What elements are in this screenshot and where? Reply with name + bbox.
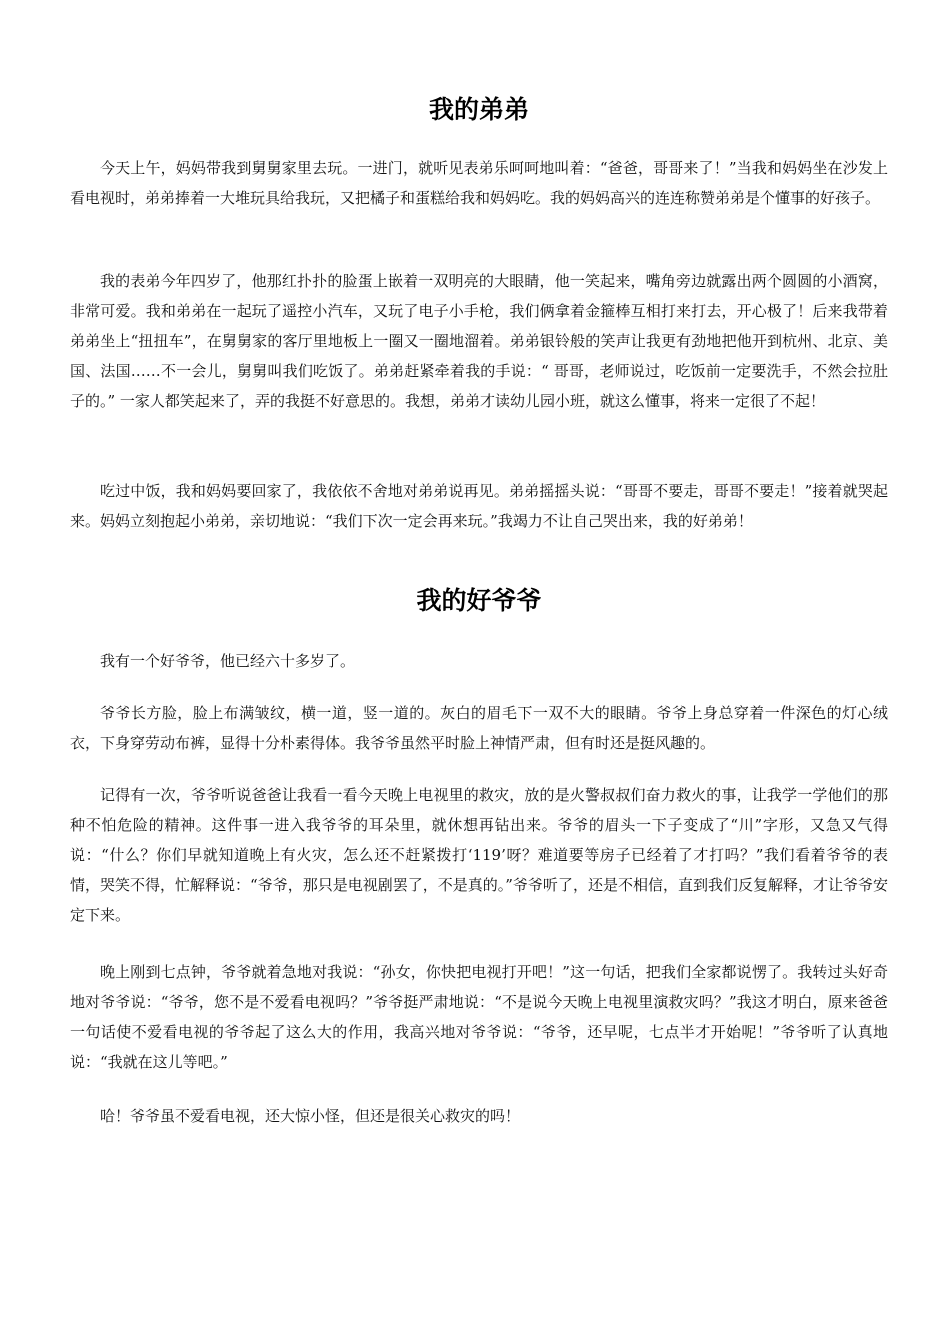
paragraph: 晚上刚到七点钟，爷爷就着急地对我说：“孙女，你快把电视打开吧！”这一句话，把我们全家都说愣了。我转过头好奇地对爷爷说：“爷爷，您不是不爱看电视吗？”爷爷挺严肃地说：“不是说今天晚上电视里演救灾吗？”我这才明白，原来爸爸一句话使不爱看电视的爷爷起了这么大的作用，我高兴地对爷爷说：“爷爷，还早呢，七点半才开始呢！”爷爷听了认真地说：“我就在这儿等吧。” (70, 963, 888, 1071)
essay-title-my-good-grandpa: 我的好爷爷 (416, 586, 542, 615)
essay-title-my-little-brother: 我的弟弟 (428, 95, 529, 124)
paragraph: 我有一个好爷爷，他已经六十多岁了。 (100, 652, 356, 670)
paragraph: 吃过中饭，我和妈妈要回家了，我依依不舍地对弟弟说再见。弟弟摇摇头说：“哥哥不要走，哥哥不要走！”接着就哭起来。妈妈立刻抱起小弟弟，亲切地说：“我们下次一定会再来玩。”我竭力不让自己哭出来，我的好弟弟！ (70, 482, 888, 530)
paragraph: 哈！爷爷虽不爱看电视，还大惊小怪，但还是很关心救灾的吗！ (100, 1107, 521, 1125)
paragraph: 爷爷长方脸，脸上布满皱纹，横一道，竖一道的。灰白的眉毛下一双不大的眼睛。爷爷上身总穿着一件深色的灯心绒衣，下身穿劳动布裤，显得十分朴素得体。我爷爷虽然平时脸上神情严肃，但有时还是挺风趣的。 (70, 704, 888, 752)
paragraph: 记得有一次，爷爷听说爸爸让我看一看今天晚上电视里的救灾，放的是火警叔叔们奋力救火的事，让我学一学他们的那种不怕危险的精神。这件事一进入我爷爷的耳朵里，就休想再钻出来。爷爷的眉头一下子变成了“川”字形，又急又气得说：“什么？你们早就知道晚上有火灾，怎么还不赶紧拨打‘119’呀？难道要等房子已经着了才打吗？”我们看着爷爷的表情，哭笑不得，忙解释说：“爷爷，那只是电视剧罢了，不是真的。”爷爷听了，还是不相信，直到我们反复解释，才让爷爷安定下来。 (70, 786, 888, 924)
paragraph: 今天上午，妈妈带我到舅舅家里去玩。一进门，就听见表弟乐呵呵地叫着：“爸爸，哥哥来了！”当我和妈妈坐在沙发上看电视时，弟弟捧着一大堆玩具给我玩，又把橘子和蛋糕给我和妈妈吃。我的妈妈高兴的连连称赞弟弟是个懂事的好孩子。 (70, 159, 888, 207)
paragraph: 我的表弟今年四岁了，他那红扑扑的脸蛋上嵌着一双明亮的大眼睛，他一笑起来，嘴角旁边就露出两个圆圆的小酒窝，非常可爱。我和弟弟在一起玩了遥控小汽车，又玩了电子小手枪，我们俩拿着金箍棒互相打来打去，开心极了！后来我带着弟弟坐上“扭扭车”，在舅舅家的客厅里地板上一圈又一圈地溜着。弟弟银铃般的笑声让我更有劲地把他开到杭州、北京、美国、法国……不一会儿，舅舅叫我们吃饭了。弟弟赶紧牵着我的手说：“ 哥哥，老师说过，吃饭前一定要洗手，不然会拉肚子的。” 一家人都笑起来了，弄的我挺不好意思的。我想，弟弟才读幼儿园小班，就这么懂事，将来一定很了不起！ (70, 272, 888, 410)
